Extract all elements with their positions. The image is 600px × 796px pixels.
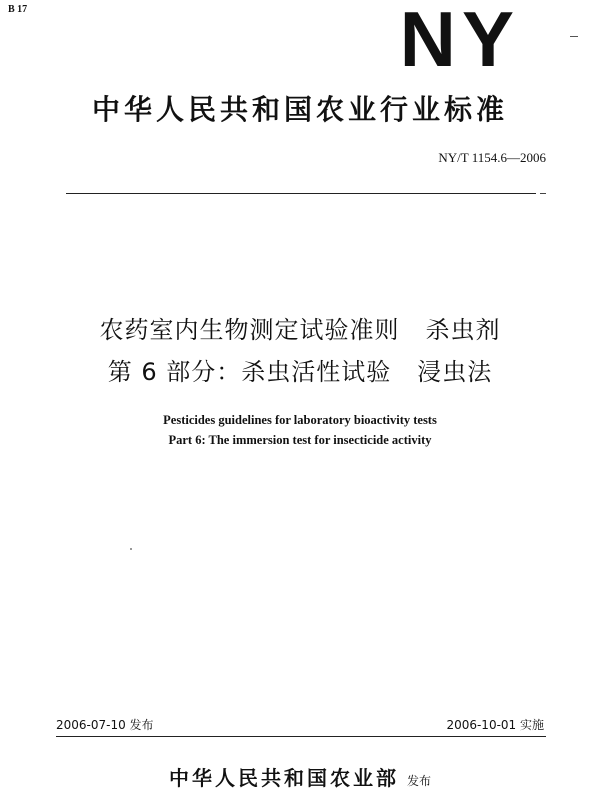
issue-date: 2006-07-10 发布: [56, 718, 154, 732]
chinese-title-line2: [0, 352, 600, 387]
header-divider: [66, 193, 536, 194]
ny-logo: NY: [399, 0, 520, 83]
header-divider-tail: [540, 193, 546, 194]
scan-speck: [130, 548, 132, 550]
corner-mark: [570, 36, 578, 37]
publisher-suffix: 发布: [406, 774, 431, 788]
chinese-title-line2-main: 第 6 部分：杀虫活性试验: [107, 358, 392, 386]
publisher: [0, 762, 600, 791]
standard-org-title: 中华人民共和国农业行业标准: [91, 93, 508, 126]
chinese-title-line1-main: 农药室内生物测定试验准则: [99, 316, 400, 344]
ics-code: B 17: [8, 4, 28, 15]
footer-divider: [56, 736, 546, 737]
english-title-line1: Pesticides guidelines for laboratory bioactivity tests: [163, 413, 437, 427]
chinese-title-line1-sub: 杀虫剂: [425, 316, 501, 344]
chinese-title-line2-sub: 浸虫法: [417, 358, 493, 386]
english-title-line2: Part 6: The immersion test for insecticide activity: [168, 433, 432, 447]
implementation-date: 2006-10-01 实施: [446, 718, 544, 732]
standard-code: NY/T 1154.6—2006: [438, 150, 546, 165]
publisher-name: 中华人民共和国农业部: [168, 766, 399, 790]
chinese-title-line1: [0, 310, 600, 345]
